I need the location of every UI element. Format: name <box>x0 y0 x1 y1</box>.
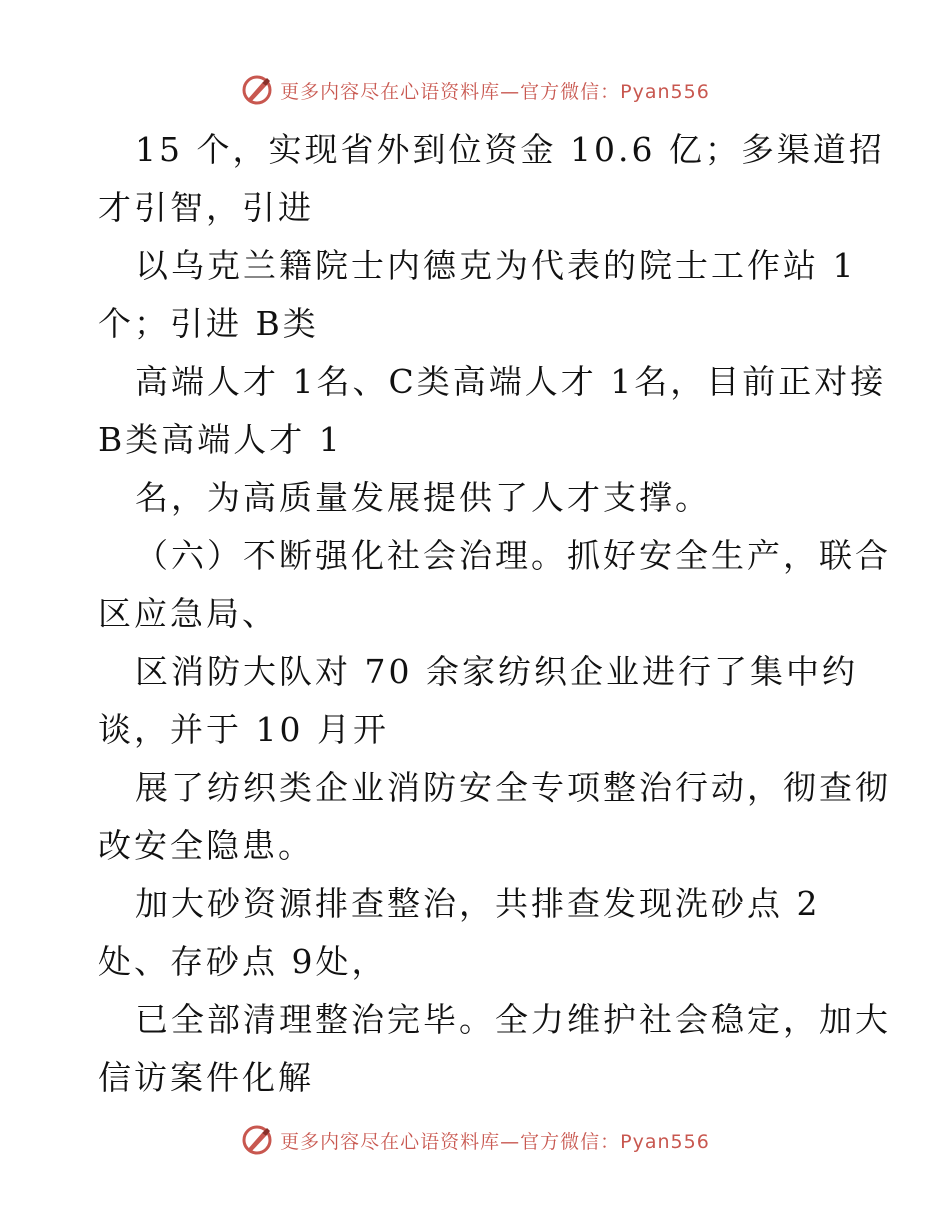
body-line: 信访案件化解 <box>98 1058 314 1097</box>
body-line: 已全部清理整治完毕。全力维护社会稳定，加大 <box>135 1000 891 1039</box>
body-line: 区消防大队对 70 余家纺织企业进行了集中约 <box>135 652 858 691</box>
body-line: 15 个，实现省外到位资金 10.6 亿；多渠道招 <box>135 130 885 169</box>
body-line: 名，为高质量发展提供了人才支撑。 <box>135 478 711 517</box>
body-line: 谈，并于 10 月开 <box>98 710 389 749</box>
body-line: 加大砂资源排查整治，共排查发现洗砂点 2 <box>135 884 821 923</box>
body-line: 以乌克兰籍院士内德克为代表的院士工作站 1 <box>135 246 857 285</box>
footer-watermark-banner <box>0 1120 950 1160</box>
body-line: 区应急局、 <box>98 594 278 633</box>
header-watermark-text: 更多内容尽在心语资料库—官方微信：Pyan556 <box>280 80 710 103</box>
body-line: 展了纺织类企业消防安全专项整治行动，彻查彻 <box>135 768 891 807</box>
pen-seal-logo-icon <box>240 73 274 107</box>
body-line: 改安全隐患。 <box>98 826 314 865</box>
pen-seal-logo-icon <box>240 1123 274 1157</box>
body-line: 高端人才 1名、C类高端人才 1名，目前正对接 <box>135 362 887 401</box>
body-line: 处、存砂点 9处， <box>98 942 388 981</box>
body-line: （六）不断强化社会治理。抓好安全生产，联合 <box>135 536 891 575</box>
body-line: B类高端人才 1 <box>98 420 343 459</box>
header-watermark-banner <box>0 70 950 110</box>
footer-watermark-text: 更多内容尽在心语资料库—官方微信：Pyan556 <box>280 1130 710 1153</box>
body-line: 才引智，引进 <box>98 188 314 227</box>
body-line: 个；引进 B类 <box>98 304 319 343</box>
